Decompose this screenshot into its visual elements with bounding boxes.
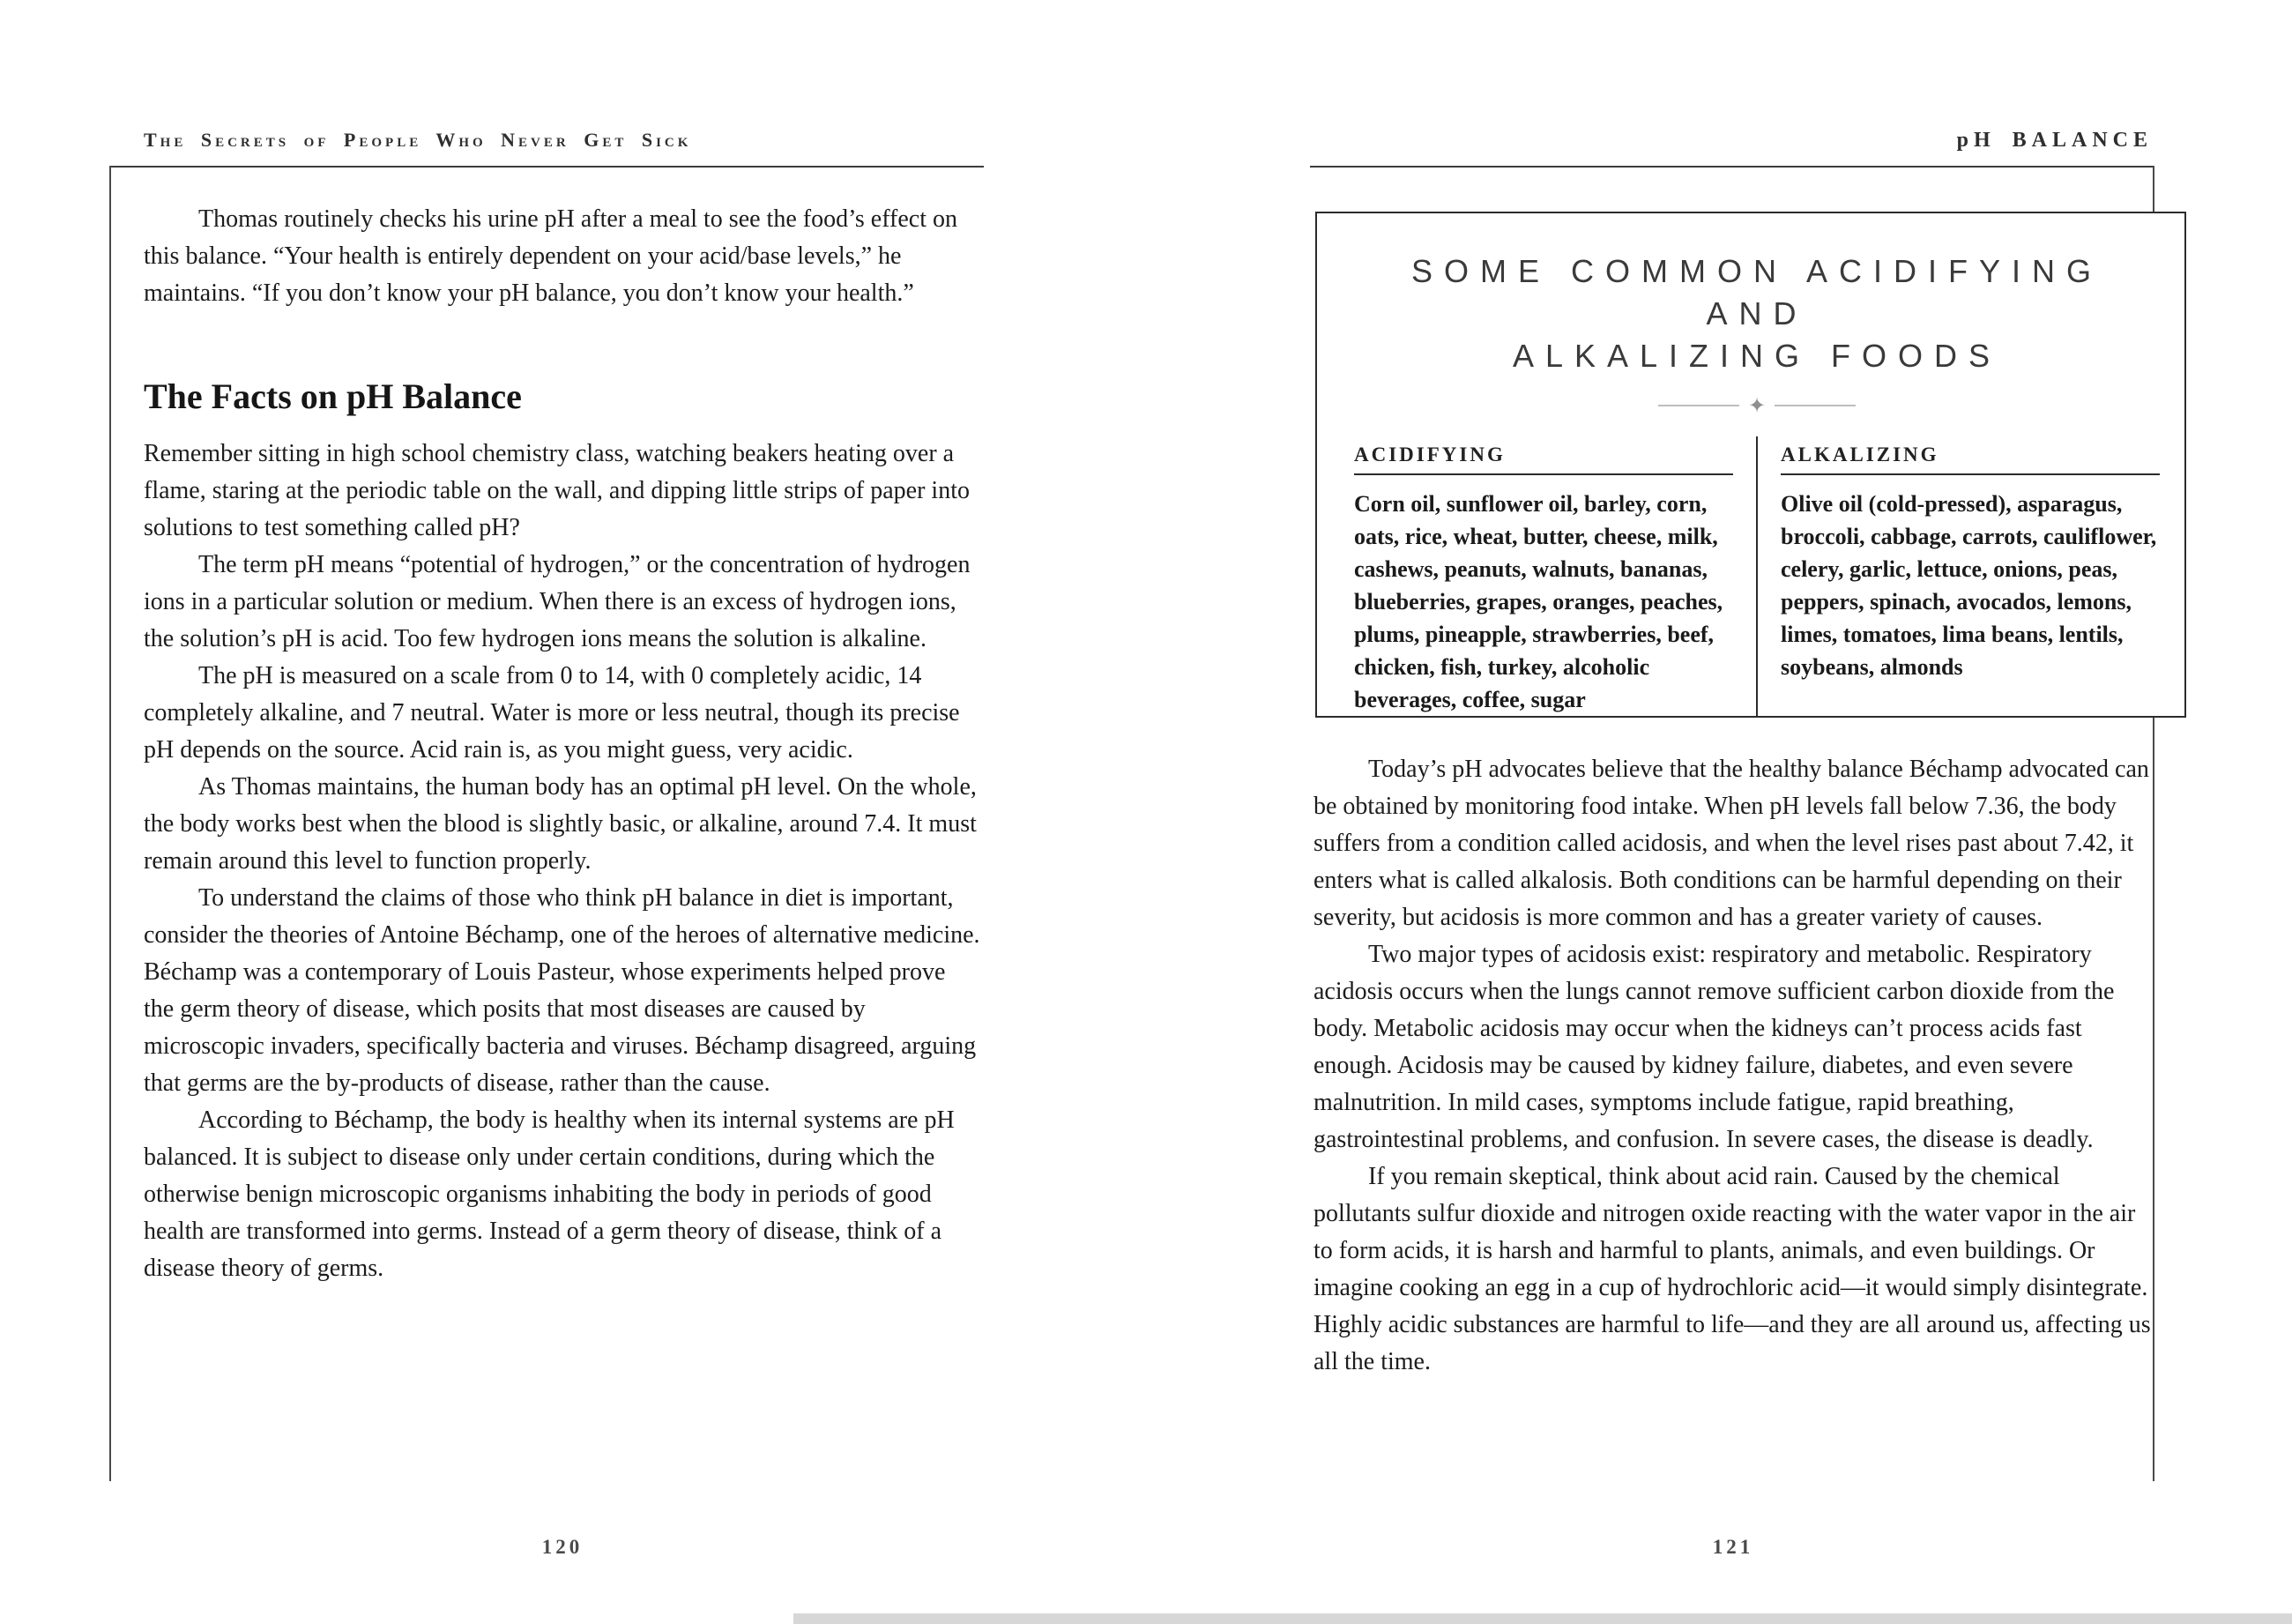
- acidifying-header: ACIDIFYING: [1354, 436, 1733, 475]
- food-box-title: [1354, 250, 2160, 377]
- food-box-title-line1: SOME COMMON ACIDIFYING AND: [1410, 253, 2103, 332]
- header-rule-left: [109, 166, 984, 168]
- paragraph: The term pH means “potential of hydrogen,” or the concentration of hydrogen ions in a particular solution or medium. When there is an excess of hydrogen ions, the solution’s pH is acid. Too few hydrogen ions means the solution is alkaline.: [144, 551, 971, 652]
- food-box-columns: [1354, 436, 2160, 716]
- diamond-ornament: [1354, 393, 2160, 417]
- ornament-line-left: [1658, 405, 1739, 406]
- page-bottom-edge: [793, 1613, 2292, 1624]
- paragraph: Two major types of acidosis exist: respiratory and metabolic. Respiratory acidosis occurs when the lungs cannot remove sufficient carbon dioxide from the body. Metabolic acidosis may occur when the kidneys can’t process acids fast enough. Acidosis may be caused by kidney failure, diabetes, and even severe malnutrition. In mild cases, symptoms include fatigue, rapid breathing, gastrointestinal problems, and confusion. In severe cases, the disease is deadly.: [1313, 941, 2115, 1153]
- left-page-text-column: [144, 201, 981, 1287]
- diamond-icon: ✦: [1747, 392, 1767, 418]
- header-rule-right: [1310, 166, 2154, 168]
- alkalizing-food-list: Olive oil (cold-pressed), asparagus, broccoli, cabbage, carrots, cauliflower, celery, garlic, lettuce, onions, peas, peppers, spinach, avocados, lemons, limes, tomatoes, lima beans, lentils, soybeans, almonds: [1781, 491, 2157, 680]
- paragraph: Today’s pH advocates believe that the healthy balance Béchamp advocated can be obtained by monitoring food intake. When pH levels fall below 7.36, the body suffers from a condition called acidosis, and when the level rises past about 7.42, it enters what is called alkalosis. Both conditions can be harmful depending on their severity, but acidosis is more common and has a greater variety of causes.: [1313, 756, 2149, 931]
- running-header-left: The Secrets of People Who Never Get Sick: [144, 129, 692, 151]
- page-number-right: 121: [1712, 1536, 1754, 1558]
- acidifying-food-list: Corn oil, sunflower oil, barley, corn, oats, rice, wheat, butter, cheese, milk, cashews, peanuts, walnuts, bananas, blueberries, grapes, oranges, peaches, plums, pineapple, strawberries, beef, chicken, fish, turkey, alcoholic beverages, coffee, sugar: [1354, 491, 1723, 712]
- running-header-right: pH BALANCE: [1956, 129, 2153, 152]
- paragraph: If you remain skeptical, think about acid rain. Caused by the chemical pollutants sulfur dioxide and nitrogen oxide reacting with the water vapor in the air to form acids, it is harsh and harmful to plants, animals, and even buildings. Or imagine cooking an egg in a cup of hydrochloric acid—it would simply disintegrate. Highly acidic substances are harmful to life—and they are all around us, affecting us all the time.: [1313, 1163, 2151, 1375]
- alkalizing-header: ALKALIZING: [1781, 436, 2160, 475]
- paragraph: To understand the claims of those who think pH balance in diet is important, consider the theories of Antoine Béchamp, one of the heroes of alternative medicine. Béchamp was a contemporary of Louis Pasteur, whose experiments helped prove the germ theory of disease, which posits that most diseases are caused by microscopic invaders, specifically bacteria and viruses. Béchamp disagreed, arguing that germs are the by-products of disease, rather than the cause.: [144, 884, 980, 1097]
- paragraph: As Thomas maintains, the human body has an optimal pH level. On the whole, the body works best when the blood is slightly basic, or alkaline, around 7.4. It must remain around this level to function properly.: [144, 773, 977, 875]
- acidifying-column: [1354, 436, 1758, 716]
- paragraph: Thomas routinely checks his urine pH after a meal to see the food’s effect on this balance. “Your health is entirely dependent on your acid/base levels,” he maintains. “If you don’t know your pH balance, you don’t know your health.”: [144, 205, 957, 307]
- food-box-title-line2: ALKALIZING FOODS: [1512, 338, 2002, 374]
- section-heading: The Facts on pH Balance: [144, 376, 522, 416]
- alkalizing-column: [1758, 436, 2160, 716]
- paragraph: According to Béchamp, the body is healthy when its internal systems are pH balanced. It is subject to disease only under certain conditions, during which the otherwise benign microscopic organisms inhabiting the body in periods of good health are transformed into germs. Instead of a germ theory of disease, think of a disease theory of germs.: [144, 1106, 955, 1282]
- paragraph: Remember sitting in high school chemistry class, watching beakers heating over a flame, staring at the periodic table on the wall, and dipping little strips of paper into solutions to test something called pH?: [144, 440, 970, 541]
- paragraph: The pH is measured on a scale from 0 to 14, with 0 completely acidic, 14 completely alkaline, and 7 neutral. Water is more or less neutral, though its precise pH depends on the source. Acid rain is, as you might guess, very acidic.: [144, 662, 960, 764]
- page-number-left: 120: [541, 1536, 584, 1558]
- food-box: [1315, 212, 2186, 718]
- margin-rule-left: [109, 166, 111, 1481]
- ornament-line-right: [1775, 405, 1856, 406]
- right-page-text-column: [1313, 751, 2153, 1381]
